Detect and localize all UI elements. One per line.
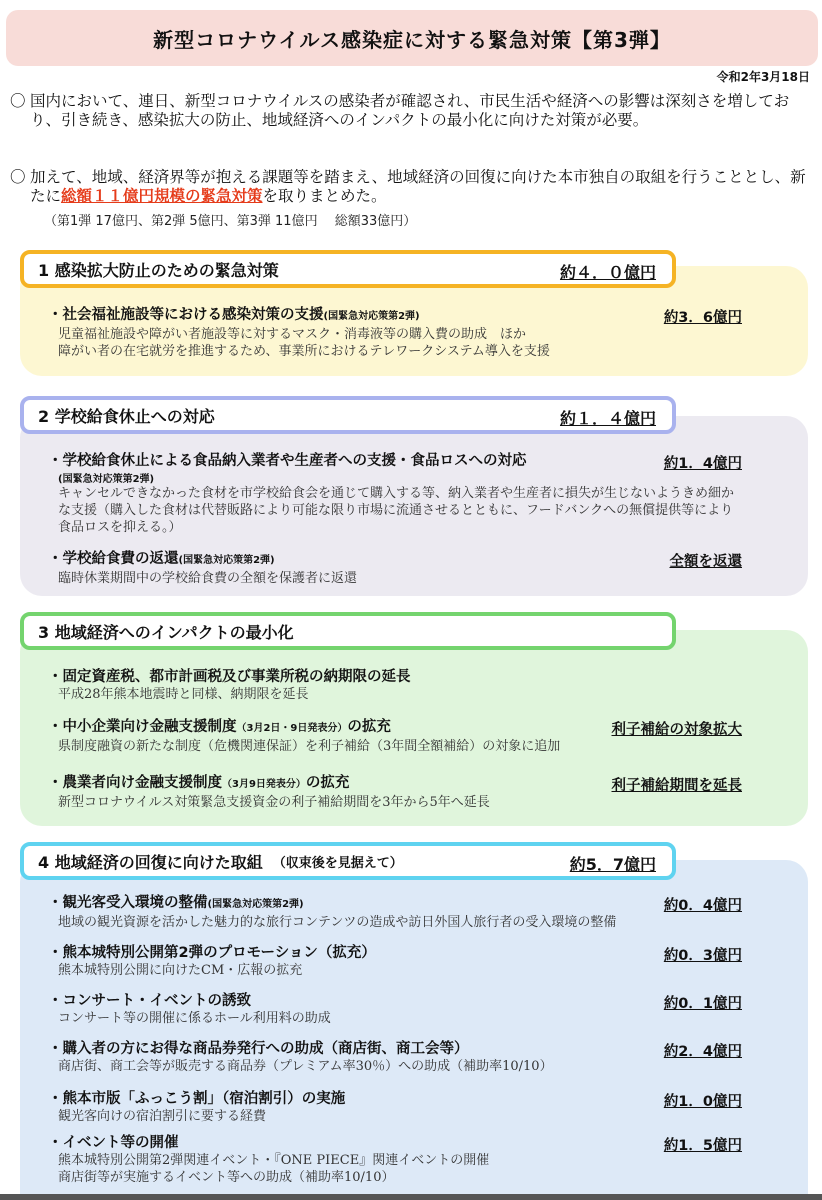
item-amount: 利子補給の対象拡大 [611,722,742,738]
section-3-item-2 [48,718,742,755]
item-title: ・購入者の方にお得な商品券発行への助成（商店街、商工会等） [48,1041,469,1057]
bullet-circle-icon: 〇 [10,168,26,186]
page-title: 新型コロナウイルス感染症に対する緊急対策【第3弾】 [6,10,818,66]
item-tag: (国緊急対応策第2弾) [207,899,304,910]
item-desc-line: キャンセルできなかった食材を市学校給食会を通じて購入する等、納入業者や生産者に損失が生じないようきめ細かな支援（購入した食材は代替販路により可能な限り市場に流通させるとともに、フードバンクへの無償提供等により食品ロスを抑える。） [58,486,735,535]
item-title: ・中小企業向け金融支援制度（3月2日・9日発表分）の拡充 [48,719,391,735]
item-title: ・学校給食休止による食品納入業者や生産者への支援・食品ロスへの対応 [48,453,527,469]
section-4-item-5 [48,1090,742,1125]
item-desc-line: 新型コロナウイルス対策緊急支援資金の利子補給期間を3年から5年へ延長 [58,795,490,810]
intro-highlight: 総額１１億円規模の緊急対策 [61,187,263,205]
item-desc-line: 児童福祉施設や障がい者施設等に対するマスク・消毒液等の購入費の助成 ほか [58,327,527,342]
item-amount: 約0．1億円 [663,996,742,1012]
item-title: ・コンサート・イベントの誘致 [48,993,251,1009]
item-title: ・イベント等の開催 [48,1135,179,1151]
item-title: ・熊本市版「ふっこう割」（宿泊割引）の実施 [48,1091,346,1107]
item-desc-line: 県制度融資の新たな制度（危機関連保証）を利子補給（3年間全額補給）の対象に追加 [58,739,561,754]
item-tag: (国緊急対応策第2弾) [58,474,155,485]
item-amount: 約3．6億円 [663,310,742,326]
item-amount: 約0．3億円 [663,948,742,964]
section-1-item-1 [48,306,742,360]
section-4-item-4 [48,1040,742,1075]
intro-text-2b: を取りまとめた。 [262,187,387,205]
item-amount: 全額を返還 [669,554,742,570]
item-tag: （3月9日発表分） [222,779,306,790]
item-title: ・熊本城特別公開第2弾のプロモーション（拡充） [48,945,376,961]
item-tag: (国緊急対応策第2弾) [323,311,420,322]
item-title: ・社会福祉施設等における感染対策の支援(国緊急対応策第2弾) [48,307,420,323]
bottom-border [0,1194,822,1200]
item-desc-line: 地域の観光資源を活かした魅力的な旅行コンテンツの造成や訪日外国人旅行者の受入環境の整備 [58,915,617,930]
section-2-heading [20,396,676,434]
section-2-title: 2 学校給食休止への対応 [38,406,215,426]
section-1-title: 1 感染拡大防止のための緊急対策 [38,260,279,280]
section-4-heading [20,842,676,880]
section-4-amount: 約5．7億円 [569,855,656,874]
section-4-item-3 [48,992,742,1027]
section-1-amount: 約４．０億円 [559,263,656,282]
section-4-item-1 [48,894,742,931]
intro-text-2a: 加えて、地域、経済界等が抱える課題等を踏まえ、地域経済の回復に向けた本市独自の取組を行うこととし、新たに [30,168,806,205]
section-2-item-1 [48,452,742,536]
item-desc-line: 熊本城特別公開第2弾関連イベント・『ONE PIECE』関連イベントの開催 [58,1153,490,1168]
intro-text-1: 国内において、連日、新型コロナウイルスの感染者が確認され、市民生活や経済への影響は深刻さを増しており、引き続き、感染拡大の防止、地域経済へのインパクトの最小化に向けた対策が必要。 [30,92,790,129]
item-tag: （3月2日・9日発表分） [236,723,348,734]
section-2-amount: 約１．４億円 [559,409,656,428]
section-4-item-6 [48,1134,742,1186]
intro-paragraph-2 [10,168,810,206]
item-amount: 約0．4億円 [663,898,742,914]
section-3-item-1 [48,668,738,703]
item-amount: 約1．4億円 [663,456,742,472]
section-4-note: （収束後を見据えて） [272,855,403,871]
item-desc-line: 熊本城特別公開に向けたCM・広報の拡充 [58,963,303,978]
item-desc-line: 観光客向けの宿泊割引に要する経費 [58,1109,267,1124]
item-title: ・固定資産税、都市計画税及び事業所税の納期限の延長 [48,669,411,685]
item-desc-line: 商店街等が実施するイベント等への助成（補助率10/10） [58,1170,395,1185]
item-desc-line: コンサート等の開催に係るホール利用料の助成 [58,1011,331,1026]
item-tag: (国緊急対応策第2弾) [178,555,275,566]
bullet-circle-icon: 〇 [10,92,26,110]
item-amount: 約2．4億円 [663,1044,742,1060]
section-3-item-3 [48,774,742,811]
item-desc-line: 平成28年熊本地震時と同様、納期限を延長 [58,687,309,702]
item-title: ・観光客受入環境の整備(国緊急対応策第2弾) [48,895,304,911]
section-4-item-2 [48,944,742,979]
section-3-heading [20,612,676,650]
item-desc-line: 商店街、商工会等が販売する商品券（プレミアム率30％）への助成（補助率10/10） [58,1059,553,1074]
item-desc-line: 障がい者の在宅就労を推進するため、事業所におけるテレワークシステム導入を支援 [58,344,550,359]
item-amount: 利子補給期間を延長 [611,778,742,794]
intro-paragraph-1 [10,92,810,130]
item-amount: 約1．0億円 [663,1094,742,1110]
section-4-title: 4 地域経済の回復に向けた取組 [38,852,263,872]
item-desc-line: 臨時休業期間中の学校給食費の全額を保護者に返還 [58,571,358,586]
budget-breakdown: （第1弾 17億円、第2弾 5億円、第3弾 11億円 総額33億円） [44,214,417,229]
date-label: 令和2年3月18日 [716,70,810,84]
section-1-heading [20,250,676,288]
section-2-item-2 [48,550,742,587]
item-title: ・学校給食費の返還(国緊急対応策第2弾) [48,551,275,567]
item-amount: 約1．5億円 [663,1138,742,1154]
section-3-title: 3 地域経済へのインパクトの最小化 [38,622,294,642]
item-title: ・農業者向け金融支援制度（3月9日発表分）の拡充 [48,775,350,791]
